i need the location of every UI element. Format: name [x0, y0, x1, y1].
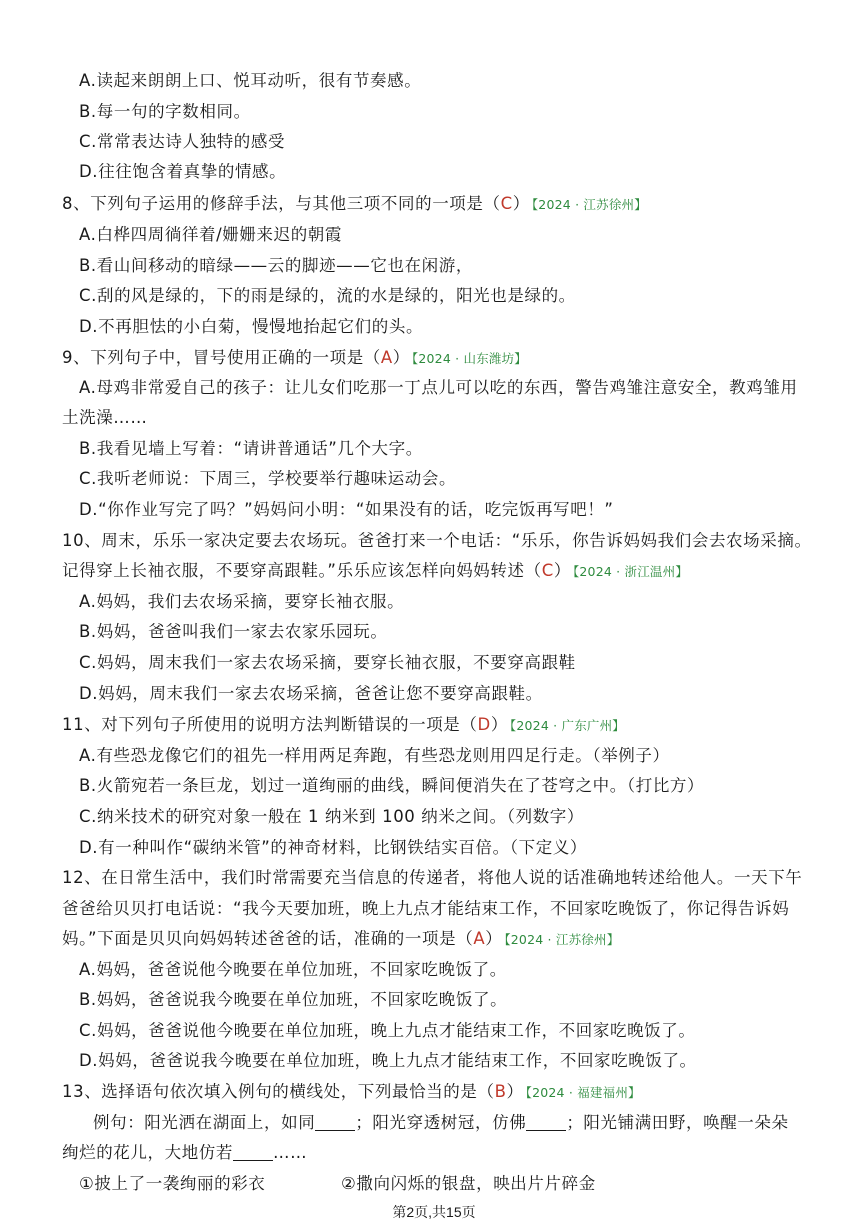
option-line: C.纳米技术的研究对象一般在 1 纳米到 100 纳米之间。（列数字）: [79, 807, 584, 826]
choice-1: ①披上了一袭绚丽的彩衣: [79, 1174, 266, 1193]
question-12-cont: [62, 928, 619, 951]
example-text: 例句：阳光洒在湖面上，如同: [93, 1113, 316, 1132]
option-line: B.火箭宛若一条巨龙，划过一道绚丽的曲线，瞬间便消失在了苍穹之中。（打比方）: [79, 776, 705, 795]
example-text: 绚烂的花儿，大地仿若: [62, 1143, 233, 1162]
option-line: B.看山间移动的暗绿——云的脚迹——它也在闲游，: [79, 256, 473, 275]
example-text: ；阳光穿透树冠，仿佛: [355, 1113, 527, 1132]
question-text: 妈。”下面是贝贝向妈妈转述爸爸的话，准确的一项是（: [62, 929, 474, 948]
option-line: D.“你作业写完了吗？”妈妈问小明：“如果没有的话，吃完饭再写吧！”: [79, 500, 614, 519]
answer-letter: D: [477, 715, 491, 734]
question-text: 9、下列句子中，冒号使用正确的一项是（: [62, 348, 381, 367]
example-sentence: [93, 1112, 789, 1134]
source-tag: 【2024 · 广东广州】: [509, 718, 626, 733]
option-line: B.妈妈，爸爸说我今晚要在单位加班，不回家吃晚饭了。: [79, 990, 508, 1009]
answer-letter: A: [380, 348, 393, 367]
question-text: ）: [392, 348, 410, 367]
option-line: C.妈妈，周末我们一家去农场采摘，要穿长袖衣服，不要穿高跟鞋: [79, 653, 576, 672]
answer-letter: C: [541, 561, 554, 580]
question-text: 13、选择语句依次填入例句的横线处，下列最恰当的是（: [62, 1082, 495, 1101]
option-line: D.有一种叫作“碳纳米管”的神奇材料，比钢铁结实百倍。（下定义）: [79, 838, 587, 857]
option-line: A.母鸡非常爱自己的孩子：让儿女们吃那一丁点儿可以吃的东西，警告鸡雏注意安全，教鸡雏用: [79, 378, 798, 397]
question-text: 11、对下列句子所使用的说明方法判断错误的一项是（: [62, 715, 478, 734]
option-line: 土洗澡……: [62, 408, 148, 427]
question-text: ）: [506, 1082, 524, 1101]
question-8: [62, 193, 647, 216]
fill-blank: [233, 1144, 273, 1161]
question-10: 10、周末，乐乐一家决定要去农场玩。爸爸打来一个电话：“乐乐，你告诉妈妈我们会去农场采摘。: [62, 531, 812, 550]
answer-letter: B: [494, 1082, 507, 1101]
question-text: ）: [485, 929, 503, 948]
option-line: C.我听老师说：下周三，学校要举行趣味运动会。: [79, 469, 457, 488]
option-line: C.妈妈，爸爸说他今晚要在单位加班，晚上九点才能结束工作，不回家吃晚饭了。: [79, 1021, 696, 1040]
source-tag: 【2024 · 江苏徐州】: [504, 932, 620, 947]
option-line: D.妈妈，周末我们一家去农场采摘，爸爸让您不要穿高跟鞋。: [79, 684, 543, 703]
example-text: ；阳光铺满田野，唤醒一朵朵: [566, 1113, 789, 1132]
source-tag: 【2024 · 福建福州】: [525, 1085, 641, 1100]
answer-letter: C: [500, 194, 513, 213]
option-line: D.妈妈，爸爸说我今晚要在单位加班，晚上九点才能结束工作，不回家吃晚饭了。: [79, 1051, 697, 1070]
question-text: 记得穿上长袖衣服，不要穿高跟鞋。”乐乐应该怎样向妈妈转述（: [62, 561, 542, 580]
option-line: C.刮的风是绿的，下的雨是绿的，流的水是绿的，阳光也是绿的。: [79, 286, 576, 305]
example-sentence-cont: [62, 1142, 307, 1164]
example-text: ……: [273, 1143, 308, 1162]
choice-2: ②撒向闪烁的银盘，映出片片碎金: [341, 1174, 596, 1193]
option-line: A.妈妈，爸爸说他今晚要在单位加班，不回家吃晚饭了。: [79, 960, 507, 979]
option-line: A.读起来朗朗上口、悦耳动听，很有节奏感。: [79, 71, 422, 90]
source-tag: 【2024 · 江苏徐州】: [531, 197, 647, 212]
option-line: D.不再胆怯的小白菊，慢慢地抬起它们的头。: [79, 317, 424, 336]
question-13: [62, 1081, 641, 1104]
option-line: A.有些恐龙像它们的祖先一样用两足奔跑，有些恐龙则用四足行走。（举例子）: [79, 746, 670, 765]
source-tag: 【2024 · 山东潍坊】: [411, 351, 527, 366]
page-number: 第2页,共15页: [392, 1204, 476, 1220]
question-12-cont: 爸爸给贝贝打电话说：“我今天要加班，晚上九点才能结束工作，不回家吃晚饭了，你记得告诉妈: [62, 899, 790, 918]
source-tag: 【2024 · 浙江温州】: [572, 564, 689, 579]
question-text: ）: [490, 715, 508, 734]
fill-blank: [526, 1114, 566, 1131]
question-11: [62, 714, 625, 737]
question-text: ）: [553, 561, 571, 580]
question-text: 8、下列句子运用的修辞手法，与其他三项不同的一项是（: [62, 194, 501, 213]
option-line: B.每一句的字数相同。: [79, 102, 251, 121]
option-line: D.往往饱含着真挚的情感。: [79, 162, 287, 181]
option-line: C.常常表达诗人独特的感受: [79, 132, 286, 151]
option-line: B.妈妈，爸爸叫我们一家去农家乐园玩。: [79, 622, 388, 641]
question-text: ）: [512, 194, 530, 213]
option-line: A.白桦四周徜徉着/姗姗来迟的朝霞: [79, 225, 343, 244]
option-line: B.我看见墙上写着：“请讲普通话”几个大字。: [79, 439, 423, 458]
question-12: 12、在日常生活中，我们时常需要充当信息的传递者，将他人说的话准确地转述给他人。一天下午: [62, 868, 803, 887]
answer-letter: A: [473, 929, 486, 948]
option-line: A.妈妈，我们去农场采摘，要穿长袖衣服。: [79, 592, 405, 611]
fill-blank: [315, 1114, 355, 1131]
question-9: [62, 347, 527, 370]
question-10-cont: [62, 560, 688, 583]
